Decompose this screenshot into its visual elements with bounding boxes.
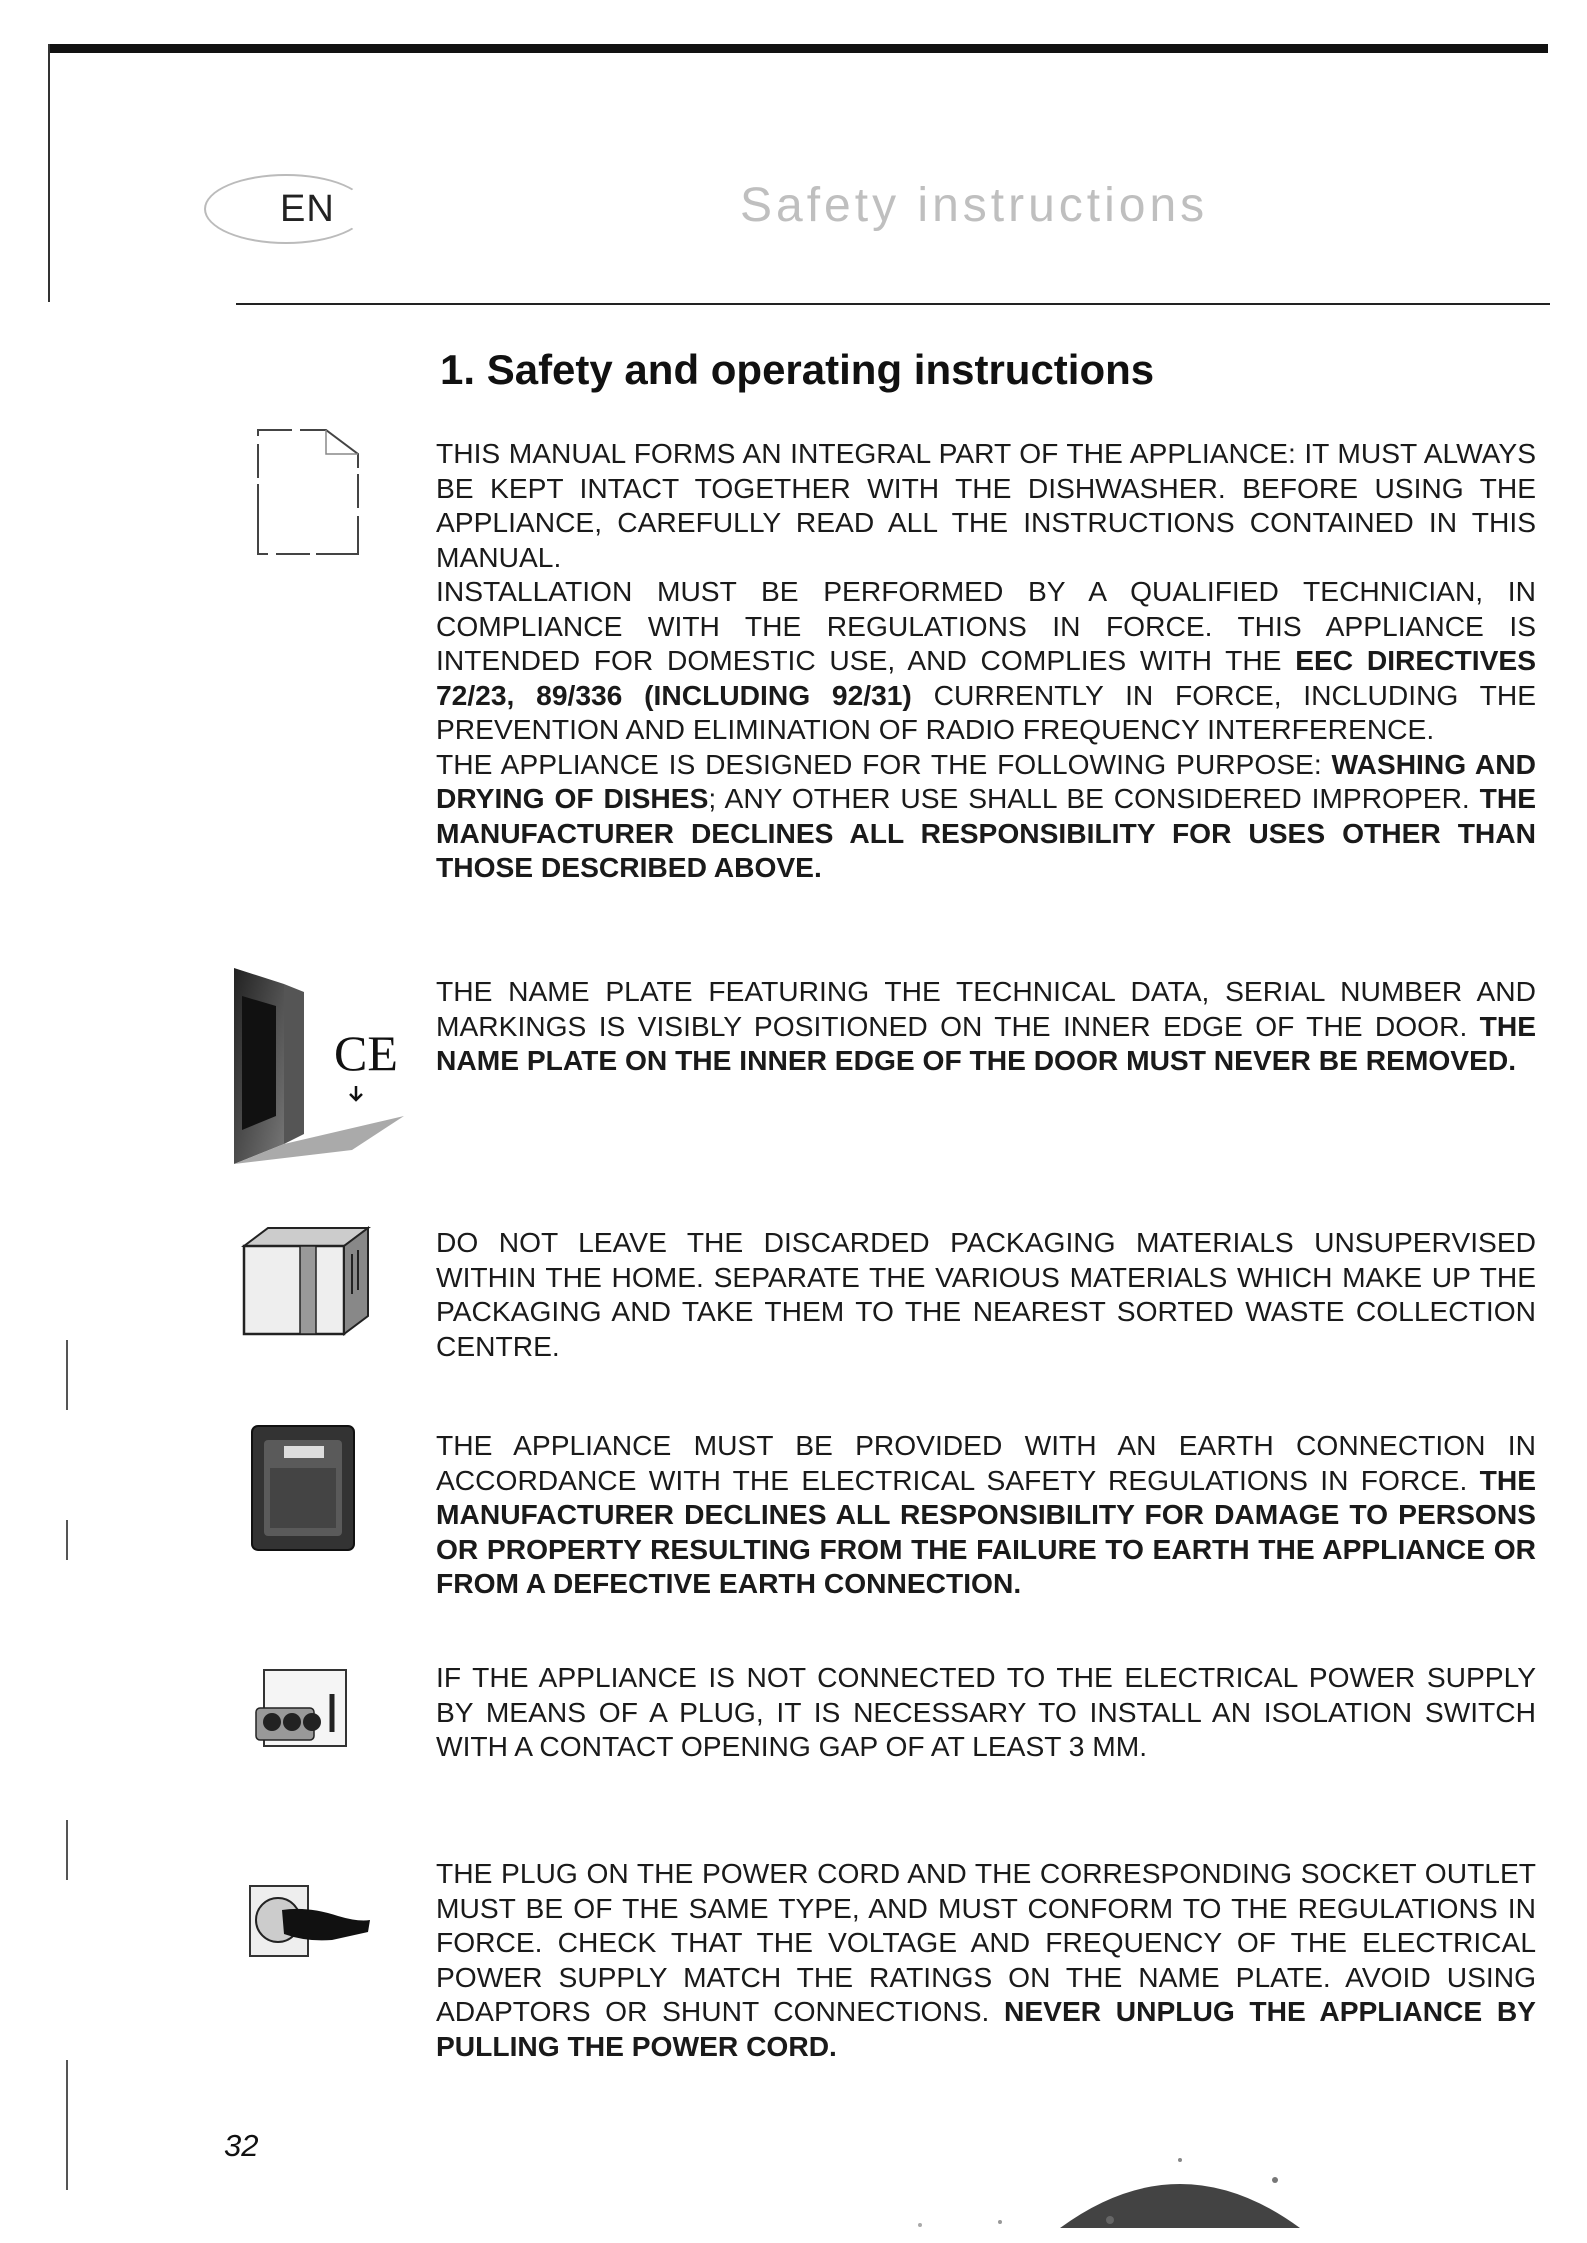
text-run: DO NOT LEAVE THE DISCARDED PACKAGING MATERIALS UNSUPERVISED WITHIN THE HOME. SEPARATE THE VARIOUS MATERIALS WHICH MAKE UP THE PACKAGING AND TAKE THEM TO THE NEAREST SORTED WASTE COLLECTION CENTRE. <box>436 1226 1536 1362</box>
paragraph <box>436 436 1536 574</box>
text-run: CURRENTLY IN FORCE, INCLUDING THE PREVENTION AND ELIMINATION OF RADIO FREQUENCY INTERFERENCE. <box>436 678 1536 745</box>
text-run: THE NAME PLATE FEATURING THE TECHNICAL DATA, SERIAL NUMBER AND MARKINGS IS VISIBLY POSITIONED ON THE INNER EDGE OF THE DOOR. <box>436 975 1536 1042</box>
text-run: ; ANY OTHER USE SHALL BE CONSIDERED IMPROPER. <box>708 782 1480 814</box>
paragraph <box>436 747 1536 885</box>
instruction-block-plug-socket <box>436 1856 1536 2063</box>
svg-text:CE: CE <box>334 1025 398 1081</box>
section-heading: 1. Safety and operating instructions <box>440 346 1155 393</box>
paragraph <box>436 1660 1536 1764</box>
paragraph <box>436 1428 1536 1601</box>
header-divider <box>236 303 1550 305</box>
text-run: THIS MANUAL FORMS AN INTEGRAL PART OF THE APPLIANCE: IT MUST ALWAYS BE KEPT INTACT TOGETHER WITH THE DISHWASHER. BEFORE USING THE APPLIANCE, CAREFULLY READ ALL THE INSTRUCTIONS CONTAINED IN THIS MANUAL. <box>436 437 1536 573</box>
bold-text-run: THE MANUFACTURER DECLINES ALL RESPONSIBILITY FOR USES OTHER THAN THOSE DESCRIBED ABOVE. <box>436 782 1536 883</box>
bold-text-run: EEC DIRECTIVES 72/23, 89/336 (INCLUDING 92/31) <box>436 644 1536 711</box>
instruction-block-earth-connection <box>436 1428 1536 1601</box>
text-run: INSTALLATION MUST BE PERFORMED BY A QUALIFIED TECHNICIAN, IN COMPLIANCE WITH THE REGULATIONS IN FORCE. THIS APPLIANCE IS INTENDED FOR DOMESTIC USE, AND COMPLIES WITH THE <box>436 575 1536 676</box>
left-margin-rule <box>48 44 50 302</box>
scan-artifact <box>66 1820 68 1880</box>
bold-text-run: NEVER UNPLUG THE APPLIANCE BY PULLING THE POWER CORD. <box>436 1995 1536 2062</box>
instruction-block-name-plate <box>436 974 1536 1078</box>
paragraph <box>436 974 1536 1078</box>
plug-socket-icon <box>246 1880 372 1971</box>
bold-text-run: WASHING AND DRYING OF DISHES <box>436 747 1536 814</box>
instruction-block-isolation-switch <box>436 1660 1536 1764</box>
text-run: IF THE APPLIANCE IS NOT CONNECTED TO THE ELECTRICAL POWER SUPPLY BY MEANS OF A PLUG, IT IS NECESSARY TO INSTALL AN ISOLATION SWITCH WITH A CONTACT OPENING GAP OF AT LEAST 3 MM. <box>436 1661 1536 1762</box>
paragraph <box>436 1225 1536 1363</box>
instruction-block-packaging <box>436 1225 1536 1363</box>
language-label: EN <box>280 188 335 230</box>
scan-artifact <box>66 1520 68 1560</box>
paragraph <box>436 574 1536 747</box>
scan-noise <box>880 2080 1360 2235</box>
page-header-title: Safety instructions <box>740 179 1209 232</box>
earth-connection-icon <box>250 1424 358 1557</box>
ce-name-plate-icon <box>232 966 404 1169</box>
bold-text-run: THE MANUFACTURER DECLINES ALL RESPONSIBILITY FOR DAMAGE TO PERSONS OR PROPERTY RESULTING FROM THE FAILURE TO EARTH THE APPLIANCE OR FROM A DEFECTIVE EARTH CONNECTION. <box>436 1463 1536 1599</box>
manual-document-icon <box>256 426 360 563</box>
language-badge <box>214 178 384 242</box>
isolation-switch-icon <box>252 1664 350 1755</box>
bold-text-run: THE NAME PLATE ON THE INNER EDGE OF THE DOOR MUST NEVER BE REMOVED. <box>436 1009 1536 1076</box>
scan-artifact <box>66 2060 68 2190</box>
text-run: THE APPLIANCE IS DESIGNED FOR THE FOLLOWING PURPOSE: <box>436 747 1332 780</box>
packaging-box-icon <box>240 1224 372 1341</box>
text-run: THE APPLIANCE MUST BE PROVIDED WITH AN EARTH CONNECTION IN ACCORDANCE WITH THE ELECTRICAL SAFETY REGULATIONS IN FORCE. <box>436 1429 1536 1496</box>
text-run: THE PLUG ON THE POWER CORD AND THE CORRESPONDING SOCKET OUTLET MUST BE OF THE SAME TYPE, AND MUST CONFORM TO THE REGULATIONS IN FORCE. CHECK THAT THE VOLTAGE AND FREQUENCY OF THE ELECTRICAL POWER SUPPLY MATCH THE RATINGS ON THE NAME PLATE. AVOID USING ADAPTORS OR SHUNT CONNECTIONS. <box>436 1857 1536 2027</box>
instruction-block-manual <box>436 436 1536 885</box>
paragraph <box>436 1856 1536 2063</box>
scan-artifact <box>66 1340 68 1410</box>
page-number: 32 <box>224 2128 259 2163</box>
top-rule <box>48 44 1548 53</box>
